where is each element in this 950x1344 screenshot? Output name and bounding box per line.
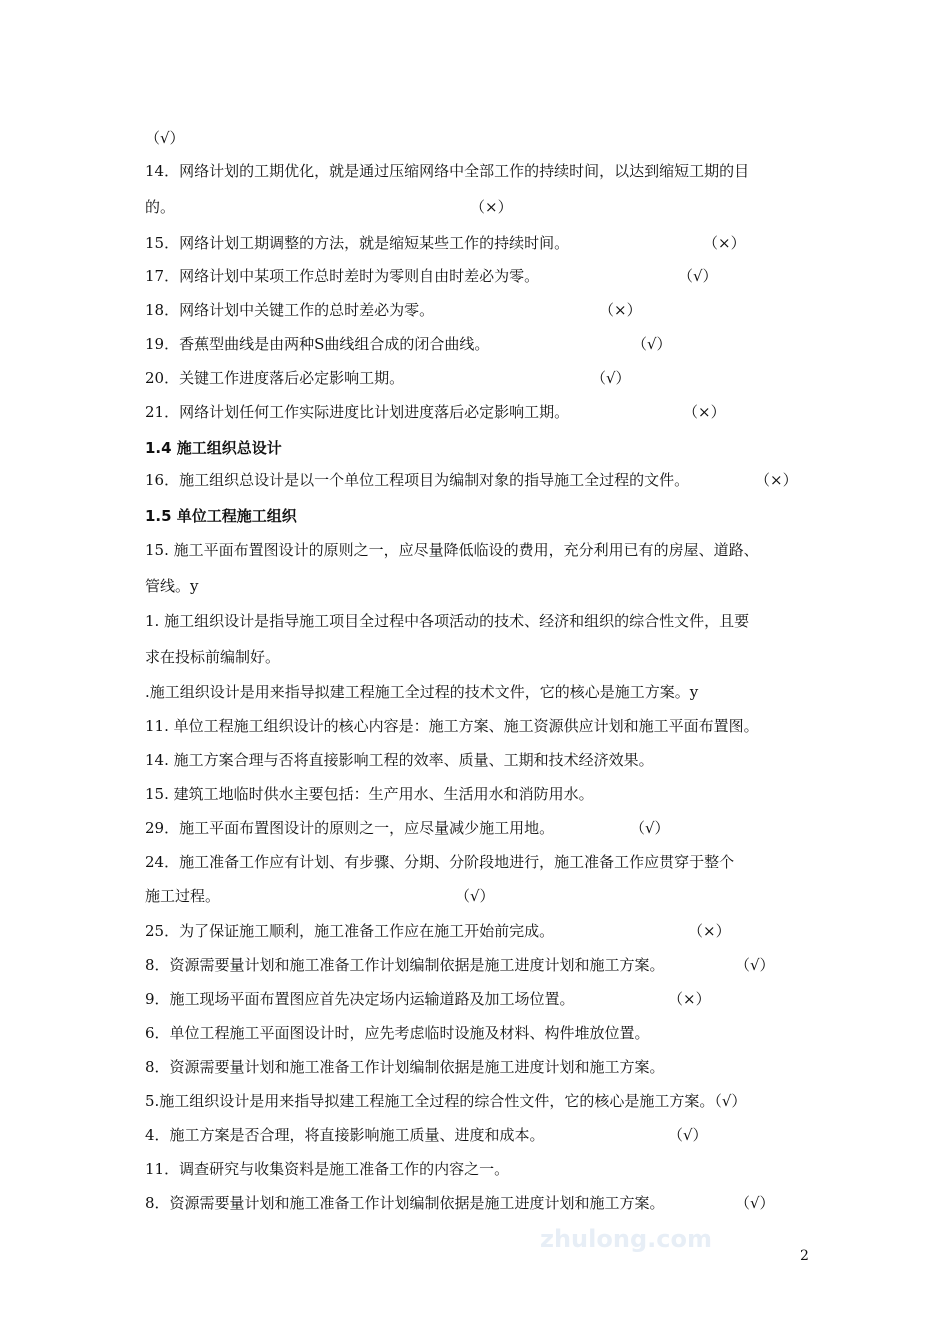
answer-mark: （×） [688,922,731,940]
answer-mark: （×） [703,234,746,252]
text-line: 18．网络计划中关键工作的总时差必为零。 [145,301,435,319]
answer-mark: （√） [591,369,631,387]
text-line: 15．网络计划工期调整的方法，就是缩短某些工作的持续时间。 [145,234,570,252]
text-line: 16．施工组织总设计是以一个单位工程项目为编制对象的指导施工全过程的文件。 [145,471,690,489]
answer-mark: （×） [668,990,711,1008]
text-line: 8．资源需要量计划和施工准备工作计划编制依据是施工进度计划和施工方案。 [145,1194,665,1212]
text-line: 19．香蕉型曲线是由两种S曲线组合成的闭合曲线。 [145,335,490,353]
text-line: 的。 [145,198,176,216]
text-line: 25．为了保证施工顺利，施工准备工作应在施工开始前完成。 [145,922,555,940]
text-line: 17．网络计划中某项工作总时差时为零则自由时差必为零。 [145,267,540,285]
answer-mark: （√） [455,887,495,905]
answer-mark: （×） [755,471,798,489]
text-line: 5.施工组织设计是用来指导拟建工程施工全过程的综合性文件，它的核心是施工方案。（√） [145,1092,747,1110]
text-line: 8．资源需要量计划和施工准备工作计划编制依据是施工进度计划和施工方案。 [145,1058,665,1076]
text-line: .施工组织设计是用来指导拟建工程施工全过程的技术文件，它的核心是施工方案。y [145,683,699,701]
text-line: （√） [145,129,185,147]
answer-mark: （×） [470,198,513,216]
text-line: 1. 施工组织设计是指导施工项目全过程中各项活动的技术、经济和组织的综合性文件，且要 [145,612,750,630]
text-line: 管线。y [145,577,199,595]
text-line: 11．调查研究与收集资料是施工准备工作的内容之一。 [145,1160,510,1178]
answer-mark: （×） [683,403,726,421]
text-line: 15. 建筑工地临时供水主要包括：生产用水、生活用水和消防用水。 [145,785,594,803]
answer-mark: （√） [678,267,718,285]
text-line: 求在投标前编制好。 [145,648,281,666]
text-line: 29．施工平面布置图设计的原则之一，应尽量减少施工用地。 [145,819,555,837]
answer-mark: （√） [630,819,670,837]
text-line: 15. 施工平面布置图设计的原则之一，应尽量降低临设的费用，充分利用已有的房屋、道路、 [145,541,759,559]
section-heading: 1.4 施工组织总设计 [145,439,282,457]
text-line: 14．网络计划的工期优化，就是通过压缩网络中全部工作的持续时间，以达到缩短工期的目 [145,162,750,180]
text-line: 20．关键工作进度落后必定影响工期。 [145,369,405,387]
section-heading: 1.5 单位工程施工组织 [145,507,297,525]
text-line: 24．施工准备工作应有计划、有步骤、分期、分阶段地进行，施工准备工作应贯穿于整个 [145,853,735,871]
text-line: 4．施工方案是否合理，将直接影响施工质量、进度和成本。 [145,1126,545,1144]
answer-mark: （×） [599,301,642,319]
answer-mark: （√） [632,335,672,353]
watermark: zhulong.com [540,1225,712,1253]
text-line: 8．资源需要量计划和施工准备工作计划编制依据是施工进度计划和施工方案。 [145,956,665,974]
answer-mark: （√） [735,1194,775,1212]
text-line: 11. 单位工程施工组织设计的核心内容是：施工方案、施工资源供应计划和施工平面布置图。 [145,717,759,735]
page-number: 2 [800,1248,809,1264]
text-line: 21．网络计划任何工作实际进度比计划进度落后必定影响工期。 [145,403,570,421]
text-line: 施工过程。 [145,887,221,905]
answer-mark: （√） [735,956,775,974]
text-line: 6．单位工程施工平面图设计时，应先考虑临时设施及材料、构件堆放位置。 [145,1024,650,1042]
answer-mark: （√） [668,1126,708,1144]
text-line: 14. 施工方案合理与否将直接影响工程的效率、质量、工期和技术经济效果。 [145,751,654,769]
text-line: 9．施工现场平面布置图应首先决定场内运输道路及加工场位置。 [145,990,575,1008]
